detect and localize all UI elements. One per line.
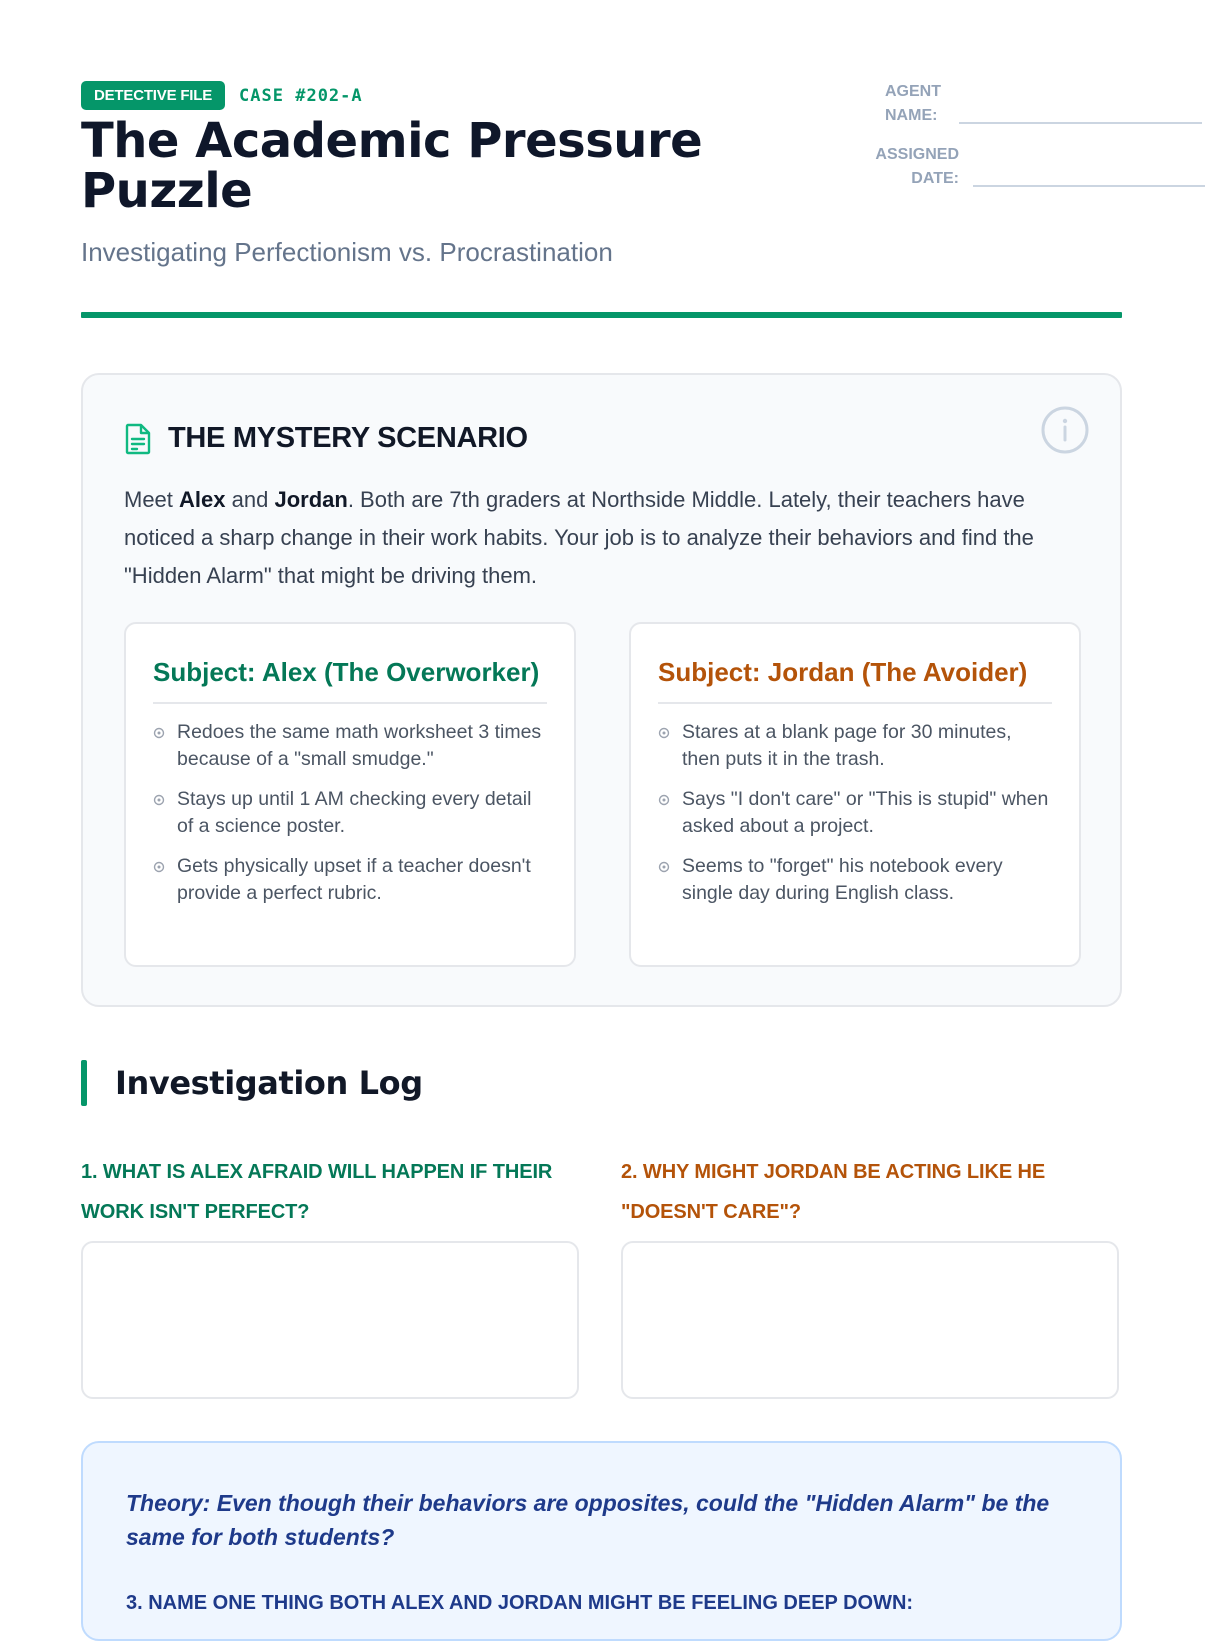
list-item — [153, 719, 547, 773]
answer-box-2[interactable] — [621, 1241, 1119, 1399]
list-item — [153, 786, 547, 840]
behavior-text: Says "I don't care" or "This is stupid" when asked about a project. — [682, 788, 1049, 837]
target-bullet-icon — [658, 794, 670, 806]
behavior-text: Redoes the same math worksheet 3 times because of a "small smudge." — [177, 721, 542, 770]
name-alex: Alex — [179, 487, 226, 512]
question-1: 1. WHAT IS ALEX AFRAID WILL HAPPEN IF THEIR WORK ISN'T PERFECT? — [81, 1161, 553, 1223]
target-bullet-icon — [658, 727, 670, 739]
name-jordan: Jordan — [274, 487, 348, 512]
subject-title-jordan: Subject: Jordan (The Avoider) — [658, 652, 1052, 704]
detective-file-badge: DETECTIVE FILE — [81, 81, 225, 110]
scenario-text-part: and — [225, 487, 275, 512]
heading-accent-bar — [81, 1060, 87, 1106]
theory-panel — [81, 1441, 1122, 1641]
behavior-text: Stares at a blank page for 30 minutes, then puts it in the trash. — [682, 721, 1012, 770]
investigation-log-heading — [81, 1060, 423, 1106]
behavior-text: Stays up until 1 AM checking every detail of a science poster. — [177, 788, 532, 837]
document-icon — [124, 423, 152, 455]
subject-card-alex — [124, 622, 576, 967]
agent-name-line[interactable] — [959, 122, 1202, 124]
header — [81, 0, 1098, 320]
list-item — [153, 853, 547, 907]
scenario-text-part: Meet — [124, 487, 180, 512]
agent-name-label: AGENT NAME: — [885, 83, 941, 124]
list-item — [658, 853, 1052, 907]
behavior-text: Gets physically upset if a teacher doesn't provide a perfect rubric. — [177, 855, 531, 904]
page-title: The Academic Pressure Puzzle — [81, 113, 703, 219]
question-3: 3. NAME ONE THING BOTH ALEX AND JORDAN MIGHT BE FEELING DEEP DOWN: — [126, 1592, 914, 1614]
subject-card-jordan — [629, 622, 1081, 967]
case-number: CASE #202-A — [239, 85, 363, 106]
list-item — [658, 786, 1052, 840]
alex-behavior-list — [153, 719, 547, 907]
subject-title-alex: Subject: Alex (The Overworker) — [153, 652, 547, 704]
target-bullet-icon — [153, 727, 165, 739]
target-bullet-icon — [153, 861, 165, 873]
scenario-heading — [124, 422, 528, 455]
info-icon[interactable] — [1040, 405, 1090, 455]
behavior-text: Seems to "forget" his notebook every single day during English class. — [682, 855, 1003, 904]
target-bullet-icon — [153, 794, 165, 806]
investigation-log-title: Investigation Log — [115, 1064, 423, 1102]
scenario-text-part: . Both are 7th graders at Northside Middle. Lately, their teachers have noticed a sharp change in their work habits. Your job is to analyze their behaviors and find the "Hidden Alarm" that might be driving them. — [124, 487, 1034, 588]
mystery-scenario-panel — [81, 373, 1122, 1007]
agent-name-field[interactable] — [861, 80, 1202, 128]
target-bullet-icon — [658, 861, 670, 873]
answer-box-1[interactable] — [81, 1241, 579, 1399]
jordan-behavior-list — [658, 719, 1052, 907]
assigned-date-label: ASSIGNED DATE: — [875, 146, 959, 187]
assigned-date-line[interactable] — [973, 185, 1205, 187]
theory-text: Theory: Even though their behaviors are opposites, could the "Hidden Alarm" be the same for both students? — [126, 1490, 1050, 1550]
scenario-title: THE MYSTERY SCENARIO — [168, 422, 528, 454]
list-item — [658, 719, 1052, 773]
badge-row — [81, 81, 363, 110]
assigned-date-field[interactable] — [859, 143, 1205, 191]
scenario-description — [124, 481, 1084, 595]
header-divider — [81, 312, 1122, 318]
page-subtitle: Investigating Perfectionism vs. Procrastination — [81, 237, 613, 267]
question-2: 2. WHY MIGHT JORDAN BE ACTING LIKE HE "DOESN'T CARE"? — [621, 1161, 1046, 1223]
